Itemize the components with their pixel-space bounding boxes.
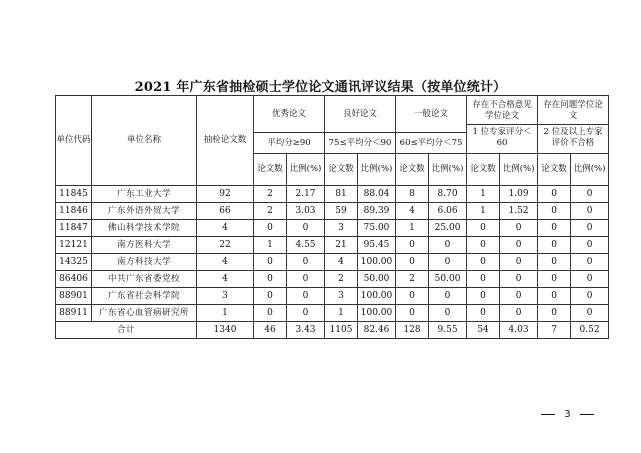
cell-unqualified-ratio: 0 [500, 237, 538, 254]
cell-normal-count: 1 [396, 220, 429, 237]
cell-normal-ratio: 25.00 [429, 220, 467, 237]
cell-normal-ratio: 0 [429, 288, 467, 305]
header-ratio: 比例(%) [358, 154, 396, 186]
footer-dash-left [541, 414, 555, 415]
page-number: 3 [564, 409, 571, 420]
cell-unit-name: 广东省社会科学院 [92, 288, 197, 305]
total-problem-count: 7 [538, 322, 571, 339]
cell-unit-code: 14325 [56, 254, 92, 271]
cell-good-count: 2 [325, 271, 358, 288]
cell-unqualified-count: 0 [467, 271, 500, 288]
header-unit-code: 单位代码 [56, 96, 92, 186]
cell-sampled: 92 [197, 186, 254, 203]
cell-unqualified-ratio: 0 [500, 271, 538, 288]
total-normal-ratio: 9.55 [429, 322, 467, 339]
total-excellent-ratio: 3.43 [287, 322, 325, 339]
cell-good-count: 81 [325, 186, 358, 203]
header-problem-range: 2 位及以上专家评价不合格 [538, 124, 608, 151]
cell-good-ratio: 88.04 [358, 186, 396, 203]
header-ratio: 比例(%) [287, 154, 325, 186]
cell-problem-count: 0 [538, 271, 571, 288]
table-header [56, 96, 609, 186]
header-problem [538, 96, 609, 154]
cell-normal-count: 0 [396, 305, 429, 322]
cell-good-count: 4 [325, 254, 358, 271]
cell-problem-count: 0 [538, 254, 571, 271]
cell-problem-count: 0 [538, 220, 571, 237]
cell-excellent-count: 1 [254, 237, 287, 254]
cell-good-ratio: 95.45 [358, 237, 396, 254]
cell-excellent-ratio: 0 [287, 254, 325, 271]
cell-unit-name: 南方科技大学 [92, 254, 197, 271]
table-row [56, 305, 609, 322]
table-body [56, 186, 609, 322]
table-footer [56, 322, 609, 339]
cell-unqualified-ratio: 1.09 [500, 186, 538, 203]
cell-problem-count: 0 [538, 203, 571, 220]
cell-normal-ratio: 0 [429, 305, 467, 322]
cell-unit-name: 中共广东省委党校 [92, 271, 197, 288]
cell-excellent-count: 0 [254, 220, 287, 237]
table-row [56, 203, 609, 220]
cell-good-count: 3 [325, 288, 358, 305]
cell-good-ratio: 75.00 [358, 220, 396, 237]
cell-unit-name: 广东工业大学 [92, 186, 197, 203]
table-row [56, 220, 609, 237]
cell-problem-ratio: 0 [571, 237, 609, 254]
cell-sampled: 22 [197, 237, 254, 254]
cell-excellent-count: 2 [254, 186, 287, 203]
cell-unqualified-count: 1 [467, 203, 500, 220]
header-normal: 一般论文 [396, 96, 467, 133]
header-good: 良好论文 [325, 96, 396, 133]
cell-problem-ratio: 0 [571, 305, 609, 322]
cell-excellent-ratio: 0 [287, 288, 325, 305]
cell-unqualified-count: 0 [467, 305, 500, 322]
cell-good-count: 21 [325, 237, 358, 254]
cell-unit-code: 88911 [56, 305, 92, 322]
total-normal-count: 128 [396, 322, 429, 339]
cell-problem-count: 0 [538, 288, 571, 305]
cell-normal-count: 4 [396, 203, 429, 220]
header-excellent-range: 平均分≥90 [254, 133, 325, 154]
cell-unqualified-ratio: 0 [500, 220, 538, 237]
cell-sampled: 66 [197, 203, 254, 220]
header-good-range: 75≤平均分＜90 [325, 133, 396, 154]
total-sampled: 1340 [197, 322, 254, 339]
cell-problem-ratio: 0 [571, 186, 609, 203]
cell-good-count: 3 [325, 220, 358, 237]
cell-unit-code: 11845 [56, 186, 92, 203]
cell-unqualified-ratio: 0 [500, 254, 538, 271]
total-label: 合计 [56, 322, 197, 339]
header-unqualified-label: 存在不合格意见学位论文 [472, 100, 532, 121]
table-row [56, 288, 609, 305]
cell-sampled: 4 [197, 254, 254, 271]
header-count: 论文数 [538, 154, 571, 186]
header-count: 论文数 [396, 154, 429, 186]
cell-normal-count: 0 [396, 254, 429, 271]
cell-unqualified-count: 0 [467, 220, 500, 237]
cell-problem-count: 0 [538, 305, 571, 322]
total-good-count: 1105 [325, 322, 358, 339]
header-count: 论文数 [467, 154, 500, 186]
cell-unit-code: 86406 [56, 271, 92, 288]
total-unqualified-ratio: 4.03 [500, 322, 538, 339]
cell-excellent-ratio: 0 [287, 220, 325, 237]
cell-problem-ratio: 0 [571, 254, 609, 271]
total-problem-ratio: 0.52 [571, 322, 609, 339]
cell-unqualified-ratio: 0 [500, 288, 538, 305]
cell-normal-ratio: 6.06 [429, 203, 467, 220]
cell-problem-ratio: 0 [571, 220, 609, 237]
cell-problem-count: 0 [538, 186, 571, 203]
header-count: 论文数 [325, 154, 358, 186]
cell-excellent-count: 0 [254, 271, 287, 288]
cell-sampled: 4 [197, 271, 254, 288]
header-unqualified [467, 96, 538, 154]
cell-unit-code: 12121 [56, 237, 92, 254]
cell-good-ratio: 89.39 [358, 203, 396, 220]
cell-excellent-count: 0 [254, 254, 287, 271]
cell-excellent-count: 0 [254, 305, 287, 322]
header-ratio: 比例(%) [500, 154, 538, 186]
total-unqualified-count: 54 [467, 322, 500, 339]
header-ratio: 比例(%) [429, 154, 467, 186]
cell-unqualified-ratio: 0 [500, 305, 538, 322]
results-table [55, 95, 609, 339]
cell-unqualified-count: 0 [467, 254, 500, 271]
header-excellent: 优秀论文 [254, 96, 325, 133]
cell-good-count: 1 [325, 305, 358, 322]
cell-excellent-ratio: 2.17 [287, 186, 325, 203]
cell-normal-count: 2 [396, 271, 429, 288]
cell-normal-count: 8 [396, 186, 429, 203]
cell-normal-ratio: 0 [429, 237, 467, 254]
page-footer [541, 409, 594, 420]
total-row [56, 322, 609, 339]
cell-problem-ratio: 0 [571, 271, 609, 288]
cell-excellent-count: 0 [254, 288, 287, 305]
cell-good-ratio: 100.00 [358, 254, 396, 271]
document-title: 2021 年广东省抽检硕士学位论文通讯评议结果（按单位统计） [134, 80, 507, 95]
cell-unit-code: 88901 [56, 288, 92, 305]
table-row [56, 186, 609, 203]
cell-sampled: 3 [197, 288, 254, 305]
cell-sampled: 1 [197, 305, 254, 322]
cell-good-ratio: 100.00 [358, 305, 396, 322]
header-count: 论文数 [254, 154, 287, 186]
header-sampled: 抽检论文数 [197, 96, 254, 186]
header-normal-range: 60≤平均分＜75 [396, 133, 467, 154]
cell-good-ratio: 50.00 [358, 271, 396, 288]
header-unit-name: 单位名称 [92, 96, 197, 186]
cell-unit-code: 11847 [56, 220, 92, 237]
table-row [56, 237, 609, 254]
cell-unit-name: 佛山科学技术学院 [92, 220, 197, 237]
cell-problem-count: 0 [538, 237, 571, 254]
cell-unit-name: 广东省心血管病研究所 [92, 305, 197, 322]
cell-normal-ratio: 8.70 [429, 186, 467, 203]
cell-excellent-ratio: 0 [287, 305, 325, 322]
cell-problem-ratio: 0 [571, 203, 609, 220]
total-good-ratio: 82.46 [358, 322, 396, 339]
cell-excellent-ratio: 4.55 [287, 237, 325, 254]
cell-good-count: 59 [325, 203, 358, 220]
header-ratio: 比例(%) [571, 154, 609, 186]
cell-normal-count: 0 [396, 237, 429, 254]
cell-unqualified-ratio: 1.52 [500, 203, 538, 220]
cell-unit-code: 11846 [56, 203, 92, 220]
table-row [56, 254, 609, 271]
header-unqualified-range: 1 位专家评分＜60 [467, 124, 537, 151]
header-problem-label: 存在问题学位论文 [543, 100, 603, 121]
footer-dash-right [580, 414, 594, 415]
cell-excellent-ratio: 3.03 [287, 203, 325, 220]
cell-normal-count: 0 [396, 288, 429, 305]
cell-unit-name: 广东外语外贸大学 [92, 203, 197, 220]
cell-good-ratio: 100.00 [358, 288, 396, 305]
cell-excellent-ratio: 0 [287, 271, 325, 288]
total-excellent-count: 46 [254, 322, 287, 339]
cell-sampled: 4 [197, 220, 254, 237]
cell-unqualified-count: 0 [467, 288, 500, 305]
cell-problem-ratio: 0 [571, 288, 609, 305]
cell-normal-ratio: 0 [429, 254, 467, 271]
cell-unqualified-count: 0 [467, 237, 500, 254]
table-row [56, 271, 609, 288]
cell-unqualified-count: 1 [467, 186, 500, 203]
cell-excellent-count: 2 [254, 203, 287, 220]
cell-unit-name: 南方医科大学 [92, 237, 197, 254]
cell-normal-ratio: 50.00 [429, 271, 467, 288]
